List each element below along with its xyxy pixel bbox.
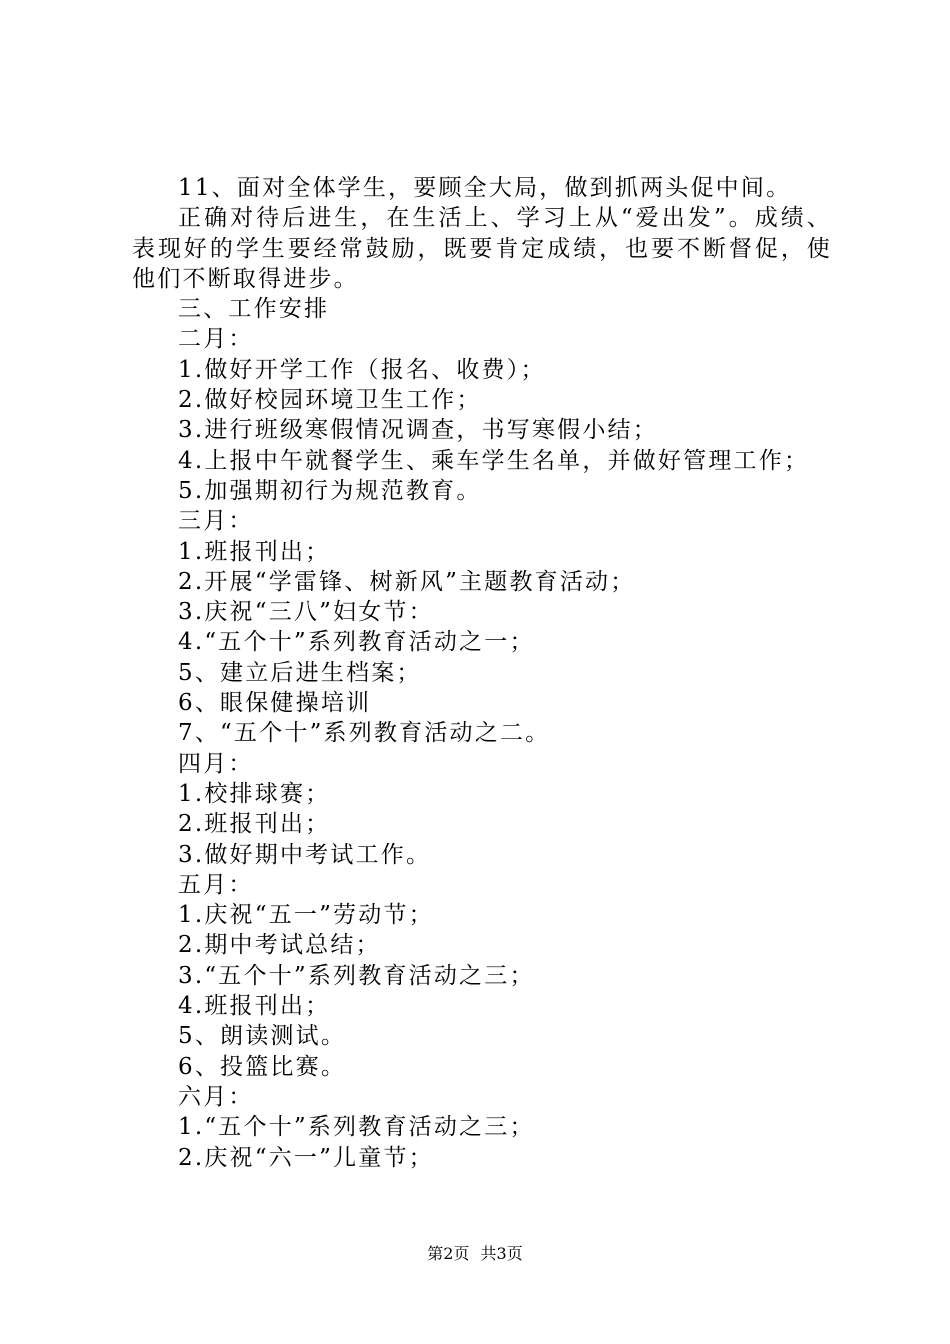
month-label-february: 二月：	[178, 326, 254, 353]
list-item: 6、投篮比赛。	[178, 1053, 347, 1080]
current-page-number: 第2页	[427, 1244, 470, 1263]
month-label-march: 三月：	[178, 508, 254, 535]
list-item: 3.做好期中考试工作。	[178, 841, 432, 868]
total-pages: 共3页	[480, 1244, 523, 1263]
intro-paragraph: 正确对待后进生，在生活上、学习上从“爱出发”。成绩、表现好的学生要经常鼓励，既要肯定成绩，也要不断督促，使他们不断取得进步。	[132, 205, 832, 292]
list-item: 3.进行班级寒假情况调查，书写寒假小结；	[178, 417, 658, 444]
list-item: 5、建立后进生档案；	[178, 659, 422, 686]
month-label-april: 四月：	[178, 750, 254, 777]
list-item: 3.庆祝“三八”妇女节：	[178, 599, 434, 626]
intro-line: 11、面对全体学生，要顾全大局，做到抓两头促中间。	[178, 175, 792, 201]
page-footer	[0, 1243, 950, 1265]
list-item: 2.做好校园环境卫生工作；	[178, 387, 482, 414]
list-item: 2.班报刊出；	[178, 811, 331, 838]
section-heading: 三、工作安排	[178, 296, 330, 323]
list-item: 2.庆祝“六一”儿童节；	[178, 1144, 434, 1171]
list-item: 1.校排球赛；	[178, 780, 331, 807]
page-content	[132, 173, 832, 1173]
list-item: 1.“五个十”系列教育活动之三；	[178, 1114, 535, 1141]
list-item: 2.开展“学雷锋、树新风”主题教育活动；	[178, 568, 636, 595]
list-item: 1.做好开学工作（报名、收费）；	[178, 356, 546, 383]
list-item: 6、眼保健操培训	[178, 690, 372, 717]
list-item: 3.“五个十”系列教育活动之三；	[178, 962, 535, 989]
list-item: 1.庆祝“五一”劳动节；	[178, 902, 434, 929]
list-item: 4.班报刊出；	[178, 993, 331, 1020]
list-item: 5.加强期初行为规范教育。	[178, 477, 482, 504]
list-item: 5、朗读测试。	[178, 1023, 347, 1050]
list-item: 7、“五个十”系列教育活动之二。	[178, 720, 551, 747]
list-item: 4.“五个十”系列教育活动之一；	[178, 629, 535, 656]
list-item: 4.上报中午就餐学生、乘车学生名单，并做好管理工作；	[178, 447, 810, 474]
month-label-may: 五月：	[178, 871, 254, 898]
list-item: 2.期中考试总结；	[178, 932, 381, 959]
list-item: 1.班报刊出；	[178, 538, 331, 565]
month-label-june: 六月：	[178, 1083, 254, 1110]
